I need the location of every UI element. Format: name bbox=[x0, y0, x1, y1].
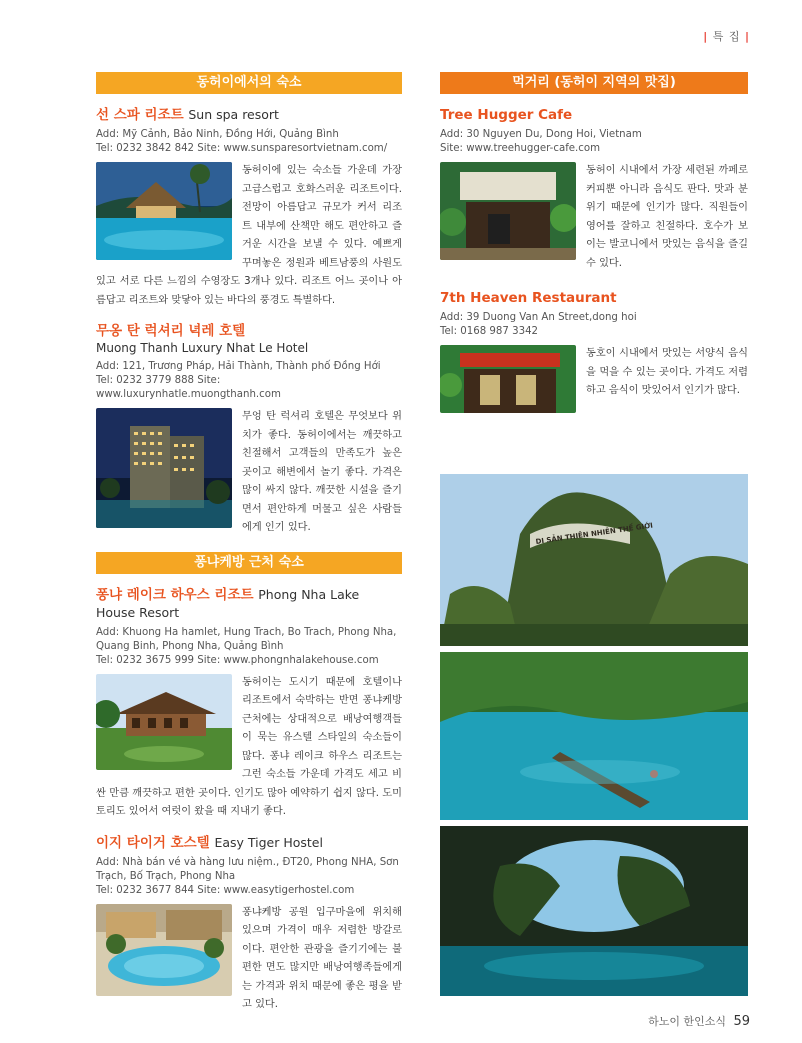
river-boat-photo bbox=[440, 652, 748, 820]
publication-name: 하노이 한인소식 bbox=[648, 1015, 726, 1028]
entry-easy-tiger bbox=[96, 834, 402, 1015]
entry-sun-spa bbox=[96, 106, 402, 310]
hotel-night-photo bbox=[96, 408, 232, 528]
hostel-pool-photo bbox=[96, 904, 232, 996]
entry-contact: Tel: 0232 3842 842 Site: www.sunsparesortvietnam.com/ bbox=[96, 143, 388, 154]
lake-house-photo bbox=[96, 674, 232, 770]
entry-address: Add: Khuong Ha hamlet, Hung Trach, Bo Trach, Phong Nha, Quang Binh, Phong Nha, Quảng Bình bbox=[96, 626, 397, 652]
cave-photo bbox=[440, 826, 748, 996]
park-sign-text: DI SẢN THIÊN NHIÊN THẾ GIỚI bbox=[535, 521, 654, 546]
entry-description: 퐁냐케방 공원 입구마을에 위치해 있으며 가격이 매우 저렴한 방갈로이다. 편안한 관광을 즐기기에는 불편한 면도 많지만 배낭여행족들에게는 가격과 위치 때문에 좋은 평을 받고 있다. bbox=[242, 906, 402, 1010]
entry-title: 무옹 탄 럭셔리 녁레 호텔 bbox=[96, 323, 246, 339]
entry-7th-heaven bbox=[440, 289, 748, 417]
entry-description: 동호이 시내에서 맛있는 서양식 음식을 먹을 수 있는 곳이다. 가격도 저렴하고 음식이 맛있어서 인기가 많다. bbox=[586, 348, 748, 396]
entry-contact: Site: www.treehugger-cafe.com bbox=[440, 143, 601, 154]
entry-title: Tree Hugger Cafe bbox=[440, 107, 573, 123]
entry-address: Add: 121, Trương Pháp, Hải Thành, Thành phố Đồng Hới bbox=[96, 361, 381, 372]
resort-pool-photo bbox=[96, 162, 232, 260]
entry-description: 무엉 탄 럭셔리 호텔은 무엇보다 위치가 좋다. 동허이에서는 깨끗하고 친절해서 고객들의 만족도가 높은 곳이고 해변에서 놀기 좋다. 가격은 많이 싸지 않다. 깨끗한 시설을 즐기면서 편안하게 머물고 싶은 사람들에게 인기 있다. bbox=[242, 411, 402, 533]
restaurant-storefront-photo bbox=[440, 345, 576, 413]
entry-title: 퐁냐 레이크 하우스 리조트 Phong Nha Lake House Resort bbox=[96, 586, 360, 620]
entry-address: Add: Mỹ Cảnh, Bảo Ninh, Đồng Hới, Quảng Bình bbox=[96, 129, 339, 140]
section-tag: | 특 집 | bbox=[703, 30, 750, 43]
entry-description: 동허이 시내에서 가장 세련된 까페로 커피뿐 아니라 음식도 판다. 맛과 분위기 때문에 인기가 많다. 직원들이 영어를 잘하고 친절하다. 호수가 보이는 발코니에서 맛있는 음식을 즐길 수 있다. bbox=[586, 165, 748, 269]
section-banner-donghoi: 동허이에서의 숙소 bbox=[96, 72, 402, 94]
entry-address: Add: 30 Nguyen Du, Dong Hoi, Vietnam bbox=[440, 129, 642, 140]
entry-subtitle: Muong Thanh Luxury Nhat Le Hotel bbox=[96, 341, 309, 355]
entry-address: Add: 39 Duong Van An Street,dong hoi bbox=[440, 312, 637, 323]
section-banner-food: 먹거리 (동허이 지역의 맛집) bbox=[440, 72, 748, 94]
karst-mountain-photo bbox=[440, 474, 748, 646]
section-banner-phongnha: 퐁냐케방 근처 숙소 bbox=[96, 552, 402, 574]
entry-tree-hugger bbox=[440, 106, 748, 273]
entry-title: 7th Heaven Restaurant bbox=[440, 290, 617, 306]
page-footer bbox=[648, 1013, 750, 1029]
entry-contact: Tel: 0168 987 3342 bbox=[440, 326, 539, 337]
entry-muong-thanh bbox=[96, 322, 402, 538]
cafe-storefront-photo bbox=[440, 162, 576, 260]
entry-description: 동허이에 있는 숙소들 가운데 가장 고급스럽고 호화스러운 리조트이다. 전망이 아름답고 규모가 커서 리조트 내부에 산책만 해도 편안하고 즐거운 시간을 보낼 수 있다. 예쁘게 꾸며놓은 정원과 베트남풍의 사원도 있고 서로 다른 느낌의 수영장도 3개나 있다. 리조트 어느 곳이나 아름답고 리조트와 맞닿아 있는 바다의 풍경도 특별하다. bbox=[96, 165, 402, 306]
page-number: 59 bbox=[733, 1014, 750, 1029]
entry-contact: Tel: 0232 3677 844 Site: www.easytigerhostel.com bbox=[96, 884, 355, 896]
entry-contact: Tel: 0232 3779 888 Site: www.luxurynhatle.muongthanh.com bbox=[96, 375, 281, 400]
entry-contact: Tel: 0232 3675 999 Site: www.phongnhalakehouse.com bbox=[96, 654, 379, 666]
entry-title: 이지 타이거 호스텔 Easy Tiger Hostel bbox=[96, 834, 323, 851]
entry-description: 동허이는 도시기 때문에 호텔이나 리조트에서 숙박하는 반면 퐁냐케방 근처에는 상대적으로 배낭여행객들이 묵는 유스텔 스타일의 숙소들이 많다. 퐁냐 레이크 하우스 리조트는 그런 숙소들 가운데 가격도 세고 비싼 만큼 깨끗하고 편한 곳이다. 인기도 많아 예약하기 쉽지 않다. 도미토리도 있어서 여럿이 왔을 때 지내기 좋다. bbox=[96, 676, 402, 817]
entry-title: 선 스파 리조트 Sun spa resort bbox=[96, 107, 279, 123]
entry-phong-nha-lake-house bbox=[96, 586, 402, 822]
right-column bbox=[440, 72, 748, 417]
left-column bbox=[96, 72, 402, 1015]
entry-address: Add: Nhà bán vé và hàng lưu niệm., ĐT20, Phong NHA, Sơn Trạch, Bố Trạch, Phong Nha bbox=[96, 856, 399, 882]
